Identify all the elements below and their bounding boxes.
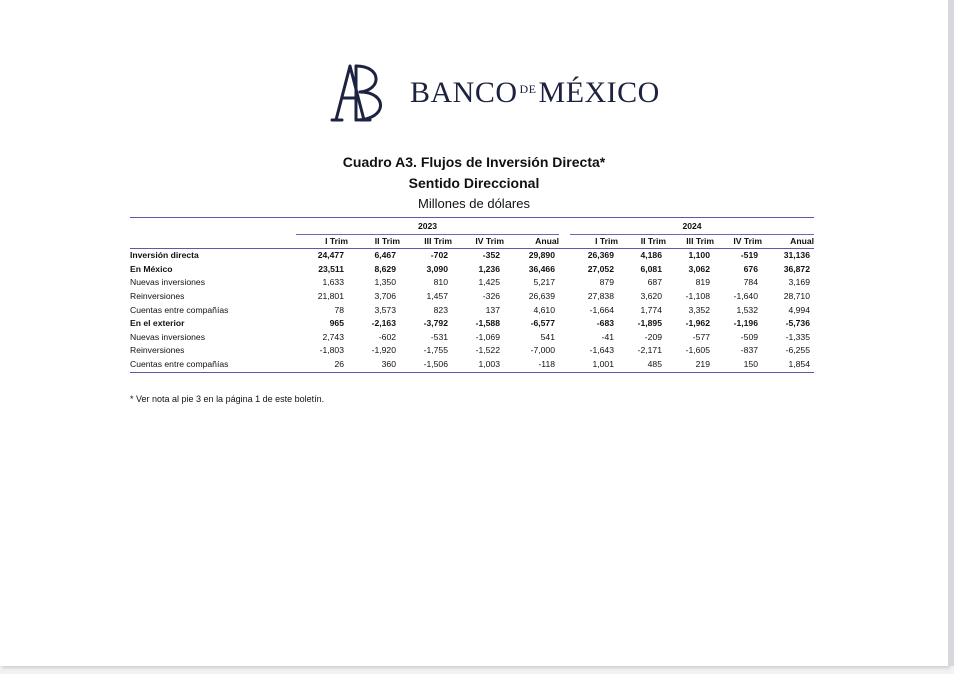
table-cell: 784: [743, 277, 758, 288]
table-cell: 24,477: [317, 250, 344, 261]
table-cell: 6,081: [640, 263, 662, 274]
table-row: [130, 249, 814, 263]
column-gap: [559, 276, 570, 290]
year-header-row: [130, 220, 814, 234]
table-cell: -1,108: [685, 290, 710, 301]
table-cell: -2,171: [637, 345, 662, 356]
table-cell: 26,639: [528, 290, 555, 301]
table-row: [130, 290, 814, 304]
column-header: II Trim: [618, 234, 666, 249]
table-cell: -1,664: [589, 304, 614, 315]
table-row: [130, 276, 814, 290]
table-cell: 810: [433, 277, 448, 288]
brand-wordmark: [410, 76, 660, 110]
table-cell: 676: [743, 263, 758, 274]
column-header: II Trim: [348, 234, 400, 249]
table-cell: 541: [540, 331, 555, 342]
table-cell: 4,186: [640, 250, 662, 261]
table-cell: 3,169: [788, 277, 810, 288]
table-cell: 485: [618, 358, 666, 372]
scrollbar[interactable]: [948, 0, 954, 666]
column-gap: [559, 317, 570, 331]
table-cell: -577: [692, 331, 710, 342]
table-cell: 823: [433, 304, 448, 315]
column-header: I Trim: [296, 234, 348, 249]
table-cell: -118: [504, 358, 559, 372]
table-cell: -1,196: [733, 318, 758, 329]
table-cell: -209: [644, 331, 662, 342]
table-cell: 1,532: [736, 304, 758, 315]
table-cell: 150: [714, 358, 762, 372]
table-subtitle: Sentido Direccional: [408, 175, 540, 191]
row-label: En el exterior: [130, 318, 185, 329]
table-cell: -683: [596, 318, 614, 329]
table-cell: -6,577: [530, 318, 555, 329]
table-cell: -326: [482, 290, 500, 301]
table-row: [130, 344, 814, 358]
column-gap: [559, 331, 570, 345]
column-header: IV Trim: [452, 234, 504, 249]
row-label: Nuevas inversiones: [130, 277, 205, 288]
table-cell: 1,425: [478, 277, 500, 288]
table-cell: 3,090: [426, 263, 448, 274]
column-header: Anual: [762, 234, 814, 249]
table-cell: -531: [430, 331, 448, 342]
column-gap: [559, 263, 570, 277]
table-cell: 1,236: [478, 263, 500, 274]
table-cell: 8,629: [374, 263, 396, 274]
column-header: III Trim: [666, 234, 714, 249]
row-label: Nuevas inversiones: [130, 331, 205, 342]
investment-flows-table: [130, 217, 814, 373]
table-cell: -1,643: [589, 345, 614, 356]
table-cell: 3,062: [688, 263, 710, 274]
column-header: IV Trim: [714, 234, 762, 249]
year-header: 2024: [570, 220, 814, 234]
row-label: Reinversiones: [130, 290, 185, 301]
table-cell: -837: [740, 345, 758, 356]
table-cell: 21,801: [317, 290, 344, 301]
table-cell: 4,994: [788, 304, 810, 315]
table-cell: 31,136: [783, 250, 810, 261]
column-gap: [559, 249, 570, 263]
column-header: Anual: [504, 234, 559, 249]
table-cell: 29,890: [528, 250, 555, 261]
banxico-logo: [330, 62, 660, 124]
table-row: [130, 263, 814, 277]
table-row: [130, 358, 814, 372]
table-cell: -352: [482, 250, 500, 261]
table-cell: 3,352: [688, 304, 710, 315]
row-label: Cuentas entre compañías: [130, 358, 296, 372]
table-cell: -1,640: [733, 290, 758, 301]
table-cell: -702: [430, 250, 448, 261]
table-cell: 6,467: [374, 250, 396, 261]
table-cell: 2,743: [322, 331, 344, 342]
table-cell: -1,895: [637, 318, 662, 329]
table-cell: 219: [666, 358, 714, 372]
table-cell: -1,962: [685, 318, 710, 329]
table-cell: -7,000: [530, 345, 555, 356]
table-cell: 23,511: [318, 263, 344, 274]
row-label: En México: [130, 263, 173, 274]
column-gap: [559, 358, 570, 372]
quarter-header-row: [130, 234, 814, 249]
table-cell: 27,838: [587, 290, 614, 301]
table-cell: 1,633: [322, 277, 344, 288]
table-cell: 1,100: [688, 250, 710, 261]
table-cell: 1,854: [762, 358, 814, 372]
table-cell: 1,774: [640, 304, 662, 315]
brand-post: MÉXICO: [538, 76, 660, 109]
table-cell: 36,466: [528, 263, 555, 274]
table-cell: 819: [695, 277, 710, 288]
table-row: [130, 317, 814, 331]
table-cell: -2,163: [371, 318, 396, 329]
table-cell: -519: [740, 250, 758, 261]
brand-pre: BANCO: [410, 76, 518, 109]
table-cell: 1,003: [452, 358, 504, 372]
table-cell: -1,522: [475, 345, 500, 356]
table-cell: 3,706: [374, 290, 396, 301]
table-cell: 3,573: [374, 304, 396, 315]
column-gap: [559, 344, 570, 358]
table-cell: 687: [647, 277, 662, 288]
column-header: I Trim: [570, 234, 618, 249]
brand-de: DE: [519, 81, 537, 96]
table-cell: 28,710: [783, 290, 810, 301]
table-cell: 4,610: [533, 304, 555, 315]
table-cell: -602: [378, 331, 396, 342]
year-header: 2023: [296, 220, 559, 234]
table-cell: -1,588: [475, 318, 500, 329]
table-cell: -1,605: [685, 345, 710, 356]
table-cell: -3,792: [423, 318, 448, 329]
column-gap: [559, 290, 570, 304]
row-label: Inversión directa: [130, 250, 199, 261]
table-cell: 3,620: [640, 290, 662, 301]
table-cell: -41: [601, 331, 614, 342]
footnote: * Ver nota al pie 3 en la página 1 de este boletín.: [130, 394, 325, 404]
table-row: [130, 331, 814, 345]
table-cell: -1,069: [475, 331, 500, 342]
table-cell: 1,457: [426, 290, 448, 301]
table-cell: -1,920: [371, 345, 396, 356]
column-header: III Trim: [400, 234, 452, 249]
table-cell: 137: [485, 304, 500, 315]
table-cell: 26: [296, 358, 348, 372]
table-cell: 26,369: [587, 250, 614, 261]
table-cell: -509: [740, 331, 758, 342]
table-cell: 5,217: [533, 277, 555, 288]
row-label: Cuentas entre compañías: [130, 304, 229, 315]
banxico-monogram-icon: [330, 62, 396, 124]
column-gap: [559, 304, 570, 318]
table-cell: 78: [334, 304, 344, 315]
table-cell: 965: [329, 318, 344, 329]
table-cell: -1,803: [319, 345, 344, 356]
table-cell: -1,755: [423, 345, 448, 356]
table-cell: 360: [348, 358, 400, 372]
table-cell: 27,052: [587, 263, 614, 274]
table-cell: 1,001: [570, 358, 618, 372]
table-cell: 1,350: [374, 277, 396, 288]
table-cell: -6,255: [785, 345, 810, 356]
row-label: Reinversiones: [130, 345, 185, 356]
table-cell: 36,872: [783, 263, 810, 274]
table-title: Cuadro A3. Flujos de Inversión Directa*: [342, 154, 606, 170]
table-units: Millones de dólares: [417, 196, 530, 211]
table-cell: -1,506: [400, 358, 452, 372]
table-cell: -5,736: [785, 318, 810, 329]
table-cell: 879: [599, 277, 614, 288]
table-row: [130, 304, 814, 318]
table-cell: -1,335: [785, 331, 810, 342]
